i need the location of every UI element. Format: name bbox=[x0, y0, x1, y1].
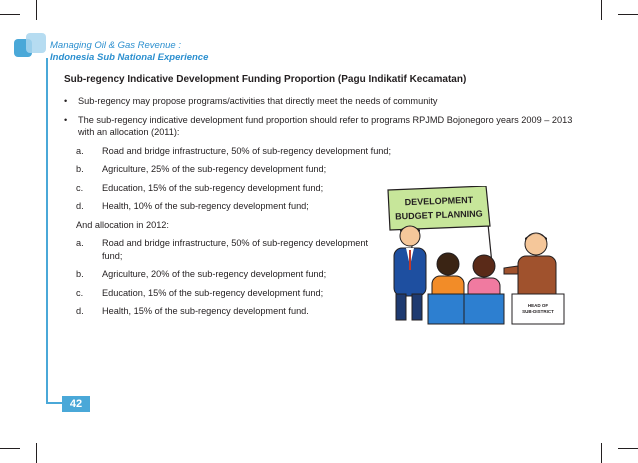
audience-figure-2 bbox=[464, 255, 504, 324]
list-text: Health, 15% of the sub-regency development fund. bbox=[102, 306, 309, 316]
list-marker: d. bbox=[76, 201, 84, 211]
list-text: Agriculture, 25% of the sub-regency development fund; bbox=[102, 164, 327, 174]
list-item bbox=[64, 287, 388, 300]
list-item bbox=[64, 163, 428, 176]
crop-mark bbox=[601, 0, 602, 20]
bullet-icon: • bbox=[64, 114, 68, 125]
list-text: Agriculture, 20% of the sub-regency development fund; bbox=[102, 269, 327, 279]
desk-label-2: SUB-DISTRICT bbox=[522, 309, 554, 314]
list-item bbox=[64, 145, 428, 158]
decorative-squares-icon bbox=[14, 33, 48, 63]
crop-mark bbox=[36, 0, 37, 20]
list-text: Health, 10% of the sub-regency development fund; bbox=[102, 201, 309, 211]
subheading-2012: And allocation in 2012: bbox=[76, 219, 169, 230]
header-line2: Indonesia Sub National Experience bbox=[50, 52, 209, 63]
crop-mark bbox=[0, 448, 20, 449]
bullet-item bbox=[64, 114, 584, 139]
bullet-text: The sub-regency indicative development fund proportion should refer to programs RPJMD Bojonegoro years 2009 – 2013 with an allocation (2011): bbox=[78, 114, 573, 137]
sign-text-2: BUDGET PLANNING bbox=[394, 208, 483, 222]
list-marker: a. bbox=[76, 238, 84, 248]
list-item bbox=[64, 305, 388, 318]
page-number: 42 bbox=[62, 396, 90, 412]
crop-mark bbox=[618, 448, 638, 449]
bullet-icon: • bbox=[64, 96, 68, 106]
crop-mark bbox=[601, 443, 602, 463]
audience-figure-1 bbox=[428, 253, 468, 324]
desk-label-1: HEAD OF bbox=[527, 303, 549, 308]
bullet-item bbox=[64, 95, 584, 108]
list-text: Education, 15% of the sub-regency development fund; bbox=[102, 182, 324, 193]
list-marker: c. bbox=[76, 182, 84, 193]
audience-figure-3 bbox=[504, 233, 564, 324]
list-marker: c. bbox=[76, 287, 84, 298]
presenter-figure bbox=[394, 226, 426, 320]
list-marker: d. bbox=[76, 306, 84, 316]
list-item bbox=[64, 268, 388, 281]
running-header bbox=[50, 40, 208, 64]
section-title: Sub-regency Indicative Development Funding Proportion (Pagu Indikatif Kecamatan) bbox=[64, 74, 467, 85]
list-marker: b. bbox=[76, 269, 84, 279]
bullet-text: Sub-regency may propose programs/activities that directly meet the needs of community bbox=[78, 96, 438, 106]
list-marker: b. bbox=[76, 164, 84, 174]
list-item bbox=[64, 182, 428, 195]
margin-line bbox=[46, 58, 48, 403]
meeting-illustration bbox=[376, 186, 572, 326]
crop-mark bbox=[0, 14, 20, 15]
header-line1: Managing Oil & Gas Revenue : bbox=[50, 40, 181, 51]
list-text: Education, 15% of the sub-regency development fund; bbox=[102, 287, 324, 298]
crop-mark bbox=[36, 443, 37, 463]
crop-mark bbox=[618, 14, 638, 15]
sign-text-1: DEVELOPMENT bbox=[404, 194, 474, 208]
list-item bbox=[64, 200, 428, 213]
list-item bbox=[64, 237, 388, 262]
list-marker: a. bbox=[76, 145, 84, 156]
list-text: Road and bridge infrastructure, 50% of sub-regency development fund; bbox=[102, 238, 369, 261]
list-text: Road and bridge infrastructure, 50% of sub-regency development fund; bbox=[102, 145, 392, 156]
